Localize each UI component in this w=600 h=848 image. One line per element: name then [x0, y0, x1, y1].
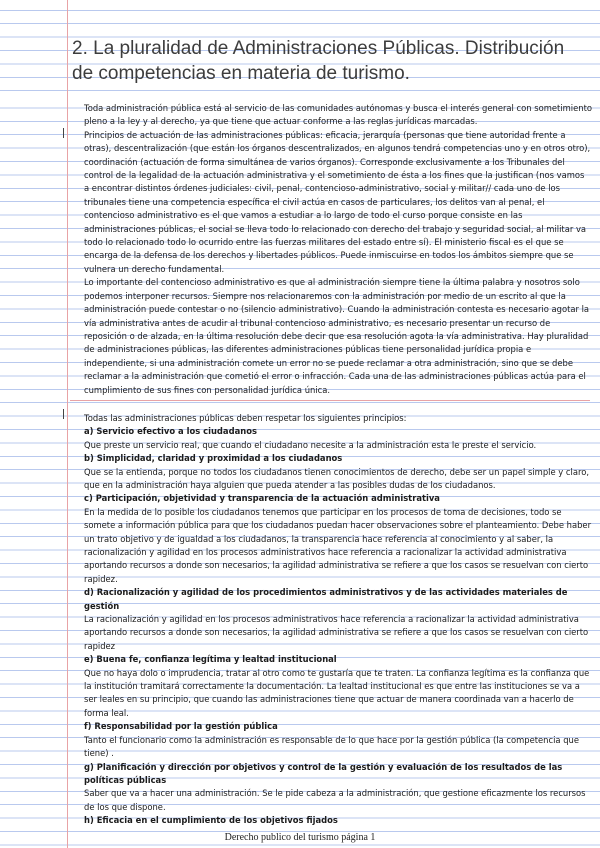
principle-text: Que no haya dolo o imprudencia, tratar al otro como te gustaría que te traten. La confianza legítima es la confianza que la institución tramitará correctamente la documentación. La lealtad institucional es que entre las instituciones se va a ser leales en su principio, que cuando las administraciones tiene que actuar de manera coordinada van a hacerlo de forma leal. [84, 667, 590, 718]
principle-heading: e) Buena fe, confianza legítima y lealtad institucional [84, 654, 337, 665]
principle-heading: b) Simplicidad, claridad y proximidad a los ciudadanos [84, 453, 343, 464]
principle-heading: d) Racionalización y agilidad de los procedimientos administrativos y de las actividades materiales de gestión [84, 587, 568, 611]
intro-paragraph: Toda administración pública está al servicio de las comunidades autónomas y busca el interés general con sometimiento pleno a la ley y al derecho, ya que tiene que actuar conforme a las reglas jurídicas marcadas. [84, 103, 593, 127]
principle-heading: c) Participación, objetividad y transparencia de la actuación administrativa [84, 493, 440, 504]
margin-tick [63, 409, 64, 419]
principle-heading: h) Eficacia en el cumplimiento de los objetivos fijados [84, 815, 338, 826]
principles-intro: Todas las administraciones públicas deben respetar los siguientes principios: [84, 412, 407, 423]
page-footer: Derecho publico del turismo página 1 [224, 832, 376, 843]
principle-text: Que preste un servicio real, que cuando el ciudadano necesite a la administración esta le preste el servicio. [84, 439, 537, 450]
page-title: 2. La pluralidad de Administraciones Públicas. Distribución de competencias en materia de turismo. [72, 38, 565, 84]
margin-line [67, 0, 68, 848]
intro-paragraph: Principios de actuación de las administraciones públicas: eficacia, jerarquía (personas que tiene autoridad frente a otras), descentralización (que están los órganos descentralizados, en algunos tendrá competencias uno y en otros otro), coordinación (actuación de forma simultánea de varios órganos). Corresponde exclusivamente a los Tribunales del control de la legalidad de la actuación administrativa y el sometimiento de ésta a los fines que la justifican (nos vamos a encontrar distintos órdenes judiciales: civil, penal, contencioso-administrativo, social y militar// cada uno de los tribunales tiene una competencia específica el civil actúa en casos de particulares, los delitos van al penal, el contencioso administrativo es el que vamos a estudiar a lo largo de todo el curso porque consiste en las administraciones públicas, el social se lleva todo lo relacionado con derecho del trabajo y seguridad social, al militar va todo lo relacionado todo lo ocurrido entre las fuerzas militares del estado entre sí). El ministerio fiscal es el que se encarga de la defensa de los derechos y libertades públicos. Puede inmiscuirse en todos los ámbitos siempre que se vulnera un derecho fundamental. [84, 129, 591, 274]
document-body [84, 102, 592, 828]
principle-text: La racionalización y agilidad en los procesos administrativos hace referencia a racionalizar la actividad administrativa aportando recursos a donde son necesarios, la agilidad administrativa se refiere a que los casos se resuelvan con cierto rapidez [84, 614, 589, 651]
principle-heading: g) Planificación y dirección por objetivos y control de la gestión y evaluación de los resultados de las políticas públicas [84, 761, 563, 785]
principle-heading: a) Servicio efectivo a los ciudadanos [84, 426, 257, 437]
principle-text: Tanto el funcionario como la administración es responsable de lo que hace por la gestión pública (la competencia que tiene) . [84, 734, 579, 759]
margin-tick [63, 128, 64, 138]
principle-heading: f) Responsabilidad por la gestión pública [84, 721, 278, 732]
principle-text: Saber que va a hacer una administración. Se le pide cabeza a la administración, que gestione eficazmente los recursos de los que dispone. [84, 788, 586, 812]
principle-text: En la medida de lo posible los ciudadanos tenemos que participar en los procesos de toma de decisiones, todo se somete a información pública para que los ciudadanos puedan hacer observaciones sobre el planteamiento. Debe haber un trato objetivo y de igualdad a los ciudadanos, la transparencia hace referencia al conocimiento y al saber, la racionalización y agilidad en los procesos administrativos hace referencia a racionalizar la actividad administrativa aportando recursos a donde son necesarios, la agilidad administrativa se refiere a que los casos se resuelvan con cierto rapidez. [84, 506, 592, 584]
section-gap [84, 397, 592, 412]
intro-paragraph: Lo importante del contencioso administrativo es que al administración siempre tiene la última palabra y nosotros solo podemos interponer recursos. Siempre nos relacionaremos con la administración por medio de un escrito al que la administración puede contestar o no (silencio administrativo). Cuando la administración contesta es necesario agotar la vía administrativa antes de acudir al tribunal contencioso administrativo, es necesario presentar un recurso de reposición o de alzada, en la última resolución debe decir que esa resolución agota la vía administrativa. Hay pluralidad de administraciones públicas, las diferentes administraciones públicas tiene personalidad jurídica propia e independiente, si una administración comete un error no se puede reclamar a otra administración, sino que se debe reclamar a la administración que cometió el error o infracción. Cada una de las administraciones públicas actúa para el cumplimiento de sus fines con personalidad jurídica única. [84, 277, 590, 395]
principle-text: Que se la entienda, porque no todos los ciudadanos tienen conocimientos de derecho, debe ser un papel simple y claro, que en la administración haya alguien que pueda atender a las posibles dudas de los ciudadanos. [84, 466, 590, 490]
